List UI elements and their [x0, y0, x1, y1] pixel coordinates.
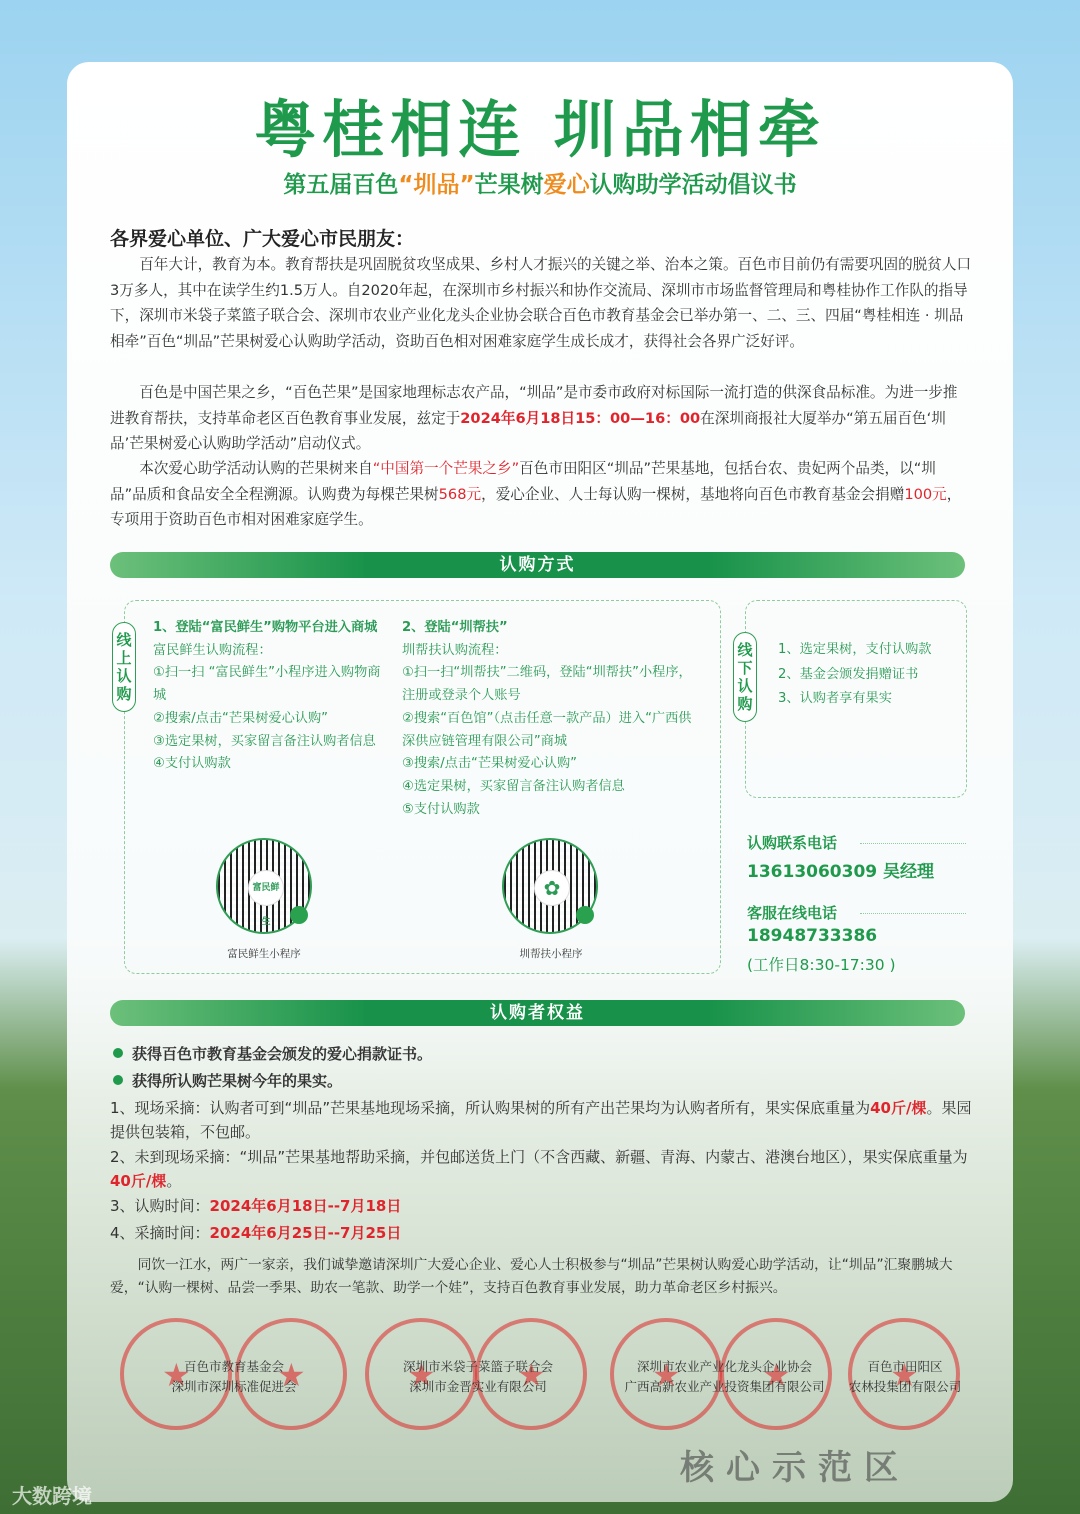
- signatory: [617, 1357, 832, 1397]
- highlight: 2024年6月25日--7月25日: [209, 1224, 402, 1242]
- step: ③选定果树，买家留言备注认购者信息: [153, 733, 376, 749]
- org-name: 广西高新农业产业投资集团有限公司: [624, 1379, 825, 1394]
- step: 2、基金会颁发捐赠证书: [778, 666, 919, 682]
- benefit-bullet: 获得百色市教育基金会颁发的爱心捐款证书。: [113, 1043, 432, 1064]
- signatory: [378, 1357, 578, 1397]
- qr-logo-icon: ✿: [534, 870, 570, 906]
- text: 1、现场采摘：认购者可到“圳品”芒果基地现场采摘，所认购果树的所有产出芒果均为认购者所有，果实保底重量为: [110, 1099, 871, 1117]
- step: 1、选定果树，支付认购款: [778, 642, 932, 657]
- price: 568元: [438, 485, 482, 503]
- step: 3、认购者享有果实: [778, 691, 892, 706]
- event-time: 2024年6月18日15：00—16：00: [460, 409, 701, 427]
- service-hours: (工作日8:30-17:30 ): [747, 956, 896, 974]
- step: ①扫一扫 “富民鲜生”小程序进入购物商城: [153, 665, 381, 704]
- background-sign: 核心示范区: [680, 1448, 910, 1488]
- highlight: “中国第一个芒果之乡”: [372, 460, 520, 477]
- text: 在深圳商报社大厦举办“第五届百色‘圳品’芒果树爱心认购助学活动”启动仪式。: [110, 409, 946, 453]
- step: 富民鲜生认购流程：: [153, 642, 272, 658]
- step-heading: 1、登陆“富民鲜生”购物平台进入商城: [153, 620, 378, 635]
- section-bar-purchase: 认购方式: [110, 552, 965, 578]
- mini-program-icon: [576, 906, 594, 924]
- divider: [860, 913, 966, 914]
- text: 3、认购时间：: [110, 1197, 210, 1215]
- org-name: 深圳市米袋子菜篮子联合会: [402, 1359, 553, 1374]
- greeting: 各界爱心单位、广大爱心市民朋友：: [110, 228, 415, 250]
- subtitle-part: 认购助学活动倡议书: [589, 172, 797, 198]
- zhenbangfu-steps: [402, 617, 704, 821]
- subtitle: [0, 166, 1080, 199]
- service-label: 客服在线电话: [747, 904, 838, 922]
- org-name: 百色市教育基金会: [183, 1359, 284, 1374]
- subtitle-part: 爱心: [543, 172, 590, 198]
- highlight: 2024年6月18日--7月18日: [209, 1197, 402, 1215]
- org-name: 深圳市深圳标准促进会: [171, 1379, 297, 1394]
- online-label: 线上认购: [112, 622, 136, 712]
- closing-paragraph: 同饮一江水，两广一家亲，我们诚挚邀请深圳广大爱心企业、爱心人士积极参与“圳品”芒果树认购爱心助学活动，让“圳品”汇聚鹏城大爱，“认购一棵树、品尝一季果、助农一笔款、助学一个娃”，支持百色教育事业发展，助力革命老区乡村振兴。: [110, 1257, 953, 1296]
- step: ①扫一扫“圳帮扶”二维码，登陆“圳帮扶”小程序，注册或登录个人账号: [402, 665, 692, 704]
- benefit-bullet: 获得所认购芒果树今年的果实。: [113, 1070, 342, 1091]
- step: ⑤支付认购款: [402, 801, 480, 817]
- paragraph-3: [110, 456, 972, 533]
- text: ，爱心企业、人士每认购一棵树，基地将向百色市教育基金会捐赠: [481, 485, 905, 503]
- mini-program-icon: [290, 906, 308, 924]
- step: ③搜索/点击“芒果树爱心认购”: [402, 756, 577, 772]
- org-name: 深圳市农业产业化龙头企业协会: [636, 1359, 812, 1374]
- qr-caption: 富民鲜生小程序: [227, 948, 301, 960]
- step: ④选定果树，买家留言备注认购者信息: [402, 778, 625, 794]
- text: 。果园提供包装箱，不包邮。: [110, 1099, 972, 1141]
- benefit-item: [110, 1221, 972, 1245]
- org-name: 农林投集团有限公司: [848, 1379, 962, 1394]
- text: 。: [166, 1172, 182, 1190]
- highlight: 40斤/棵: [870, 1099, 927, 1117]
- signatory: [830, 1357, 980, 1397]
- step: 圳帮扶认购流程：: [402, 642, 508, 658]
- text: 4、采摘时间：: [110, 1224, 210, 1242]
- text: 本次爱心助学活动认购的芒果树来自: [139, 460, 373, 477]
- fumin-qr-code[interactable]: [216, 838, 312, 934]
- service-phone[interactable]: 18948733386: [747, 926, 878, 946]
- paragraph-1: [110, 252, 972, 354]
- main-title: 粤桂相连 圳品相牵: [254, 93, 826, 166]
- text: 2、未到现场采摘：“圳品”芒果基地帮助采摘，并包邮送货上门（不含西藏、新疆、青海、内蒙古、港澳台地区），果实保底重量为: [110, 1148, 968, 1166]
- contact-phone[interactable]: 13613060309 吴经理: [747, 862, 935, 882]
- benefit-item: [110, 1096, 972, 1144]
- contact-label: 认购联系电话: [747, 834, 838, 852]
- org-name: 深圳市金晋实业有限公司: [409, 1379, 547, 1394]
- step: ②搜索/点击“芒果树爱心认购”: [153, 710, 328, 726]
- offline-steps: [778, 638, 931, 712]
- fumin-steps: [153, 617, 383, 776]
- step: ④支付认购款: [153, 756, 231, 772]
- watermark: 大数跨境: [12, 1484, 92, 1508]
- signatory: [134, 1357, 334, 1397]
- text: ，专项用于资助百色市相对困难家庭学生。: [110, 485, 962, 529]
- org-name: 百色市田阳区: [867, 1359, 943, 1374]
- qr-caption: 圳帮扶小程序: [519, 948, 583, 960]
- divider: [860, 843, 966, 844]
- donation: 100元: [904, 485, 947, 503]
- benefit-item: [110, 1145, 972, 1193]
- section-bar-benefits: 认购者权益: [110, 1000, 965, 1026]
- subtitle-part: “圳品”: [398, 172, 475, 198]
- step-heading: 2、登陆“圳帮扶”: [402, 620, 508, 635]
- subtitle-part: 芒果树: [474, 172, 544, 198]
- step: ②搜索“百色馆”（点击任意一款产品）进入“广西供深供应链管理有限公司”商城: [402, 710, 692, 749]
- text: 百年大计，教育为本。教育帮扶是巩固脱贫攻坚成果、乡村人才振兴的关键之举、治本之策。百色市目前仍有需要巩固的脱贫人口3万多人，其中在读学生约1.5万人。自2020年起，在深圳市乡村振兴和协作交流局、深圳市市场监督管理局和粤桂协作工作队的指导下，深圳市米袋子菜篮子联合会、深圳市农业产业化龙头企业协会联合百色市教育基金会已举办第一、二、三、四届“粤桂相连 · 圳品相牵”百色“圳品”芒果树爱心认购助学活动，资助百色相对困难家庭学生成长成才，获得社会各界广泛好评。: [110, 256, 972, 350]
- benefit-item: [110, 1194, 972, 1218]
- subtitle-part: 第五届百色: [283, 172, 399, 198]
- qr-logo: 富民鲜生: [248, 870, 284, 906]
- paragraph-2: [110, 380, 972, 457]
- text: 百色市田阳区“圳品”芒果基地，包括台农、贵妃两个品类，以“圳品”品质和食品安全全程溯源。认购费为每棵芒果树: [110, 460, 936, 503]
- highlight: 40斤/棵: [110, 1172, 167, 1190]
- offline-label: 线下认购: [733, 632, 757, 722]
- text: 百色是中国芒果之乡，“百色芒果”是国家地理标志农产品，“圳品”是市委市政府对标国际一流打造的供深食品标准。为进一步推进教育帮扶，支持革命老区百色教育事业发展，兹定于: [110, 384, 958, 427]
- zhenbangfu-qr-code[interactable]: [502, 838, 598, 934]
